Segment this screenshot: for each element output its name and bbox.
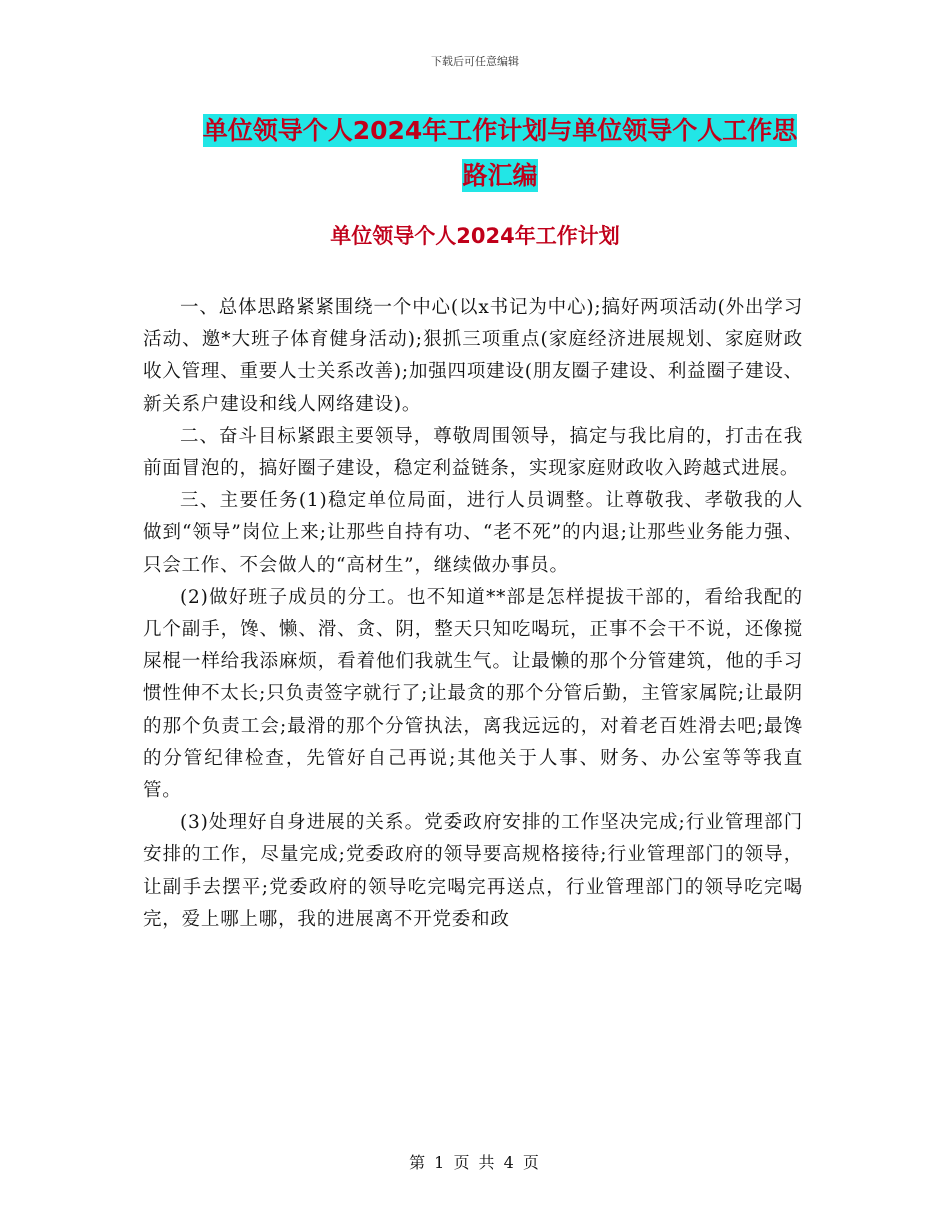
document-title-line-2: 路汇编 (462, 161, 538, 190)
paragraph-2: 二、奋斗目标紧跟主要领导，尊敬周围领导，搞定与我比肩的，打击在我前面冒泡的，搞好圈子建设，稳定利益链条，实现家庭财政收入跨越式进展。 (143, 425, 803, 480)
document-body (143, 292, 803, 936)
page-header-note: 下载后可任意编辑 (431, 55, 519, 68)
document-title-line-1: 单位领导个人2024年工作计划与单位领导个人工作思 (202, 116, 798, 145)
document-title (140, 108, 860, 198)
paragraph-5: (3)处理好自身进展的关系。党委政府安排的工作坚决完成;行业管理部门安排的工作，尽量完成;党委政府的领导要高规格接待;行业管理部门的领导，让副手去摆平;党委政府的领导吃完喝完再送点，行业管理部门的领导吃完喝完，爱上哪上哪，我的进展离不开党委和政 (143, 812, 803, 930)
page-number-footer: 第 1 页 共 4 页 (409, 1153, 541, 1172)
paragraph-1: 一、总体思路紧紧围绕一个中心(以x书记为中心);搞好两项活动(外出学习活动、邀*大班子体育健身活动);狠抓三项重点(家庭经济进展规划、家庭财政收入管理、重要人士关系改善);加强四项建设(朋友圈子建设、利益圈子建设、新关系户建设和线人网络建设)。 (143, 297, 803, 415)
section-heading: 单位领导个人2024年工作计划 (330, 224, 620, 248)
paragraph-3: 三、主要任务(1)稳定单位局面，进行人员调整。让尊敬我、孝敬我的人做到“领导”岗位上来;让那些自持有功、“老不死”的内退;让那些业务能力强、只会工作、不会做人的“高材生”，继续做办事员。 (143, 490, 803, 576)
paragraph-4: (2)做好班子成员的分工。也不知道**部是怎样提拔干部的，看给我配的几个副手，馋、懒、滑、贪、阴，整天只知吃喝玩，正事不会干不说，还像搅屎棍一样给我添麻烦，看着他们我就生气。让最懒的那个分管建筑，他的手习惯性伸不太长;只负责签字就行了;让最贪的那个分管后勤，主管家属院;让最阴的那个负责工会;最滑的那个分管执法，离我远远的，对着老百姓滑去吧;最馋的分管纪律检查，先管好自己再说;其他关于人事、财务、办公室等等我直管。 (143, 586, 803, 802)
